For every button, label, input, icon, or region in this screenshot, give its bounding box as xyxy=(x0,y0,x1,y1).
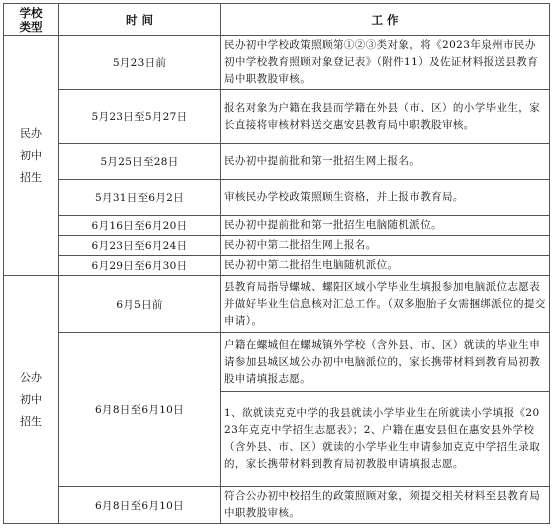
work-cell: 民办初中第二批招生电脑随机派位。 xyxy=(221,256,550,276)
header-time: 时 间 xyxy=(59,4,221,36)
time-cell: 6月23日至6月24日 xyxy=(59,236,221,256)
time-cell: 6月8日至6月10日 xyxy=(59,333,221,487)
time-cell: 5月23日前 xyxy=(59,36,221,90)
category-public-label: 公办 初中 招生 xyxy=(20,370,42,428)
table-row xyxy=(4,216,550,236)
enrollment-schedule-table xyxy=(3,3,550,524)
work-cell: 审核民办学校政策照顾生资格，并上报市教育局。 xyxy=(221,180,550,216)
table-row xyxy=(4,36,550,90)
header-row xyxy=(4,4,550,36)
time-cell: 5月25日至28日 xyxy=(59,144,221,180)
work-cell: 报名对象为户籍在我县而学籍在外县（市、区）的小学毕业生，家长直接将审核材料送交惠安县教育局中职教股审核。 xyxy=(221,90,550,144)
table-row xyxy=(4,256,550,276)
work-cell: 县教育局指导螺城、螺阳区域小学毕业生填报参加电脑派位志愿表并做好毕业生信息核对汇总工作。（双多胞胎子女需捆绑派位的提交申请）。 xyxy=(221,276,550,333)
work-cell: 1、欲就读克克中学的我县就读小学毕业生在所就读小学填报《2023年克克中学招生志愿表》；2、户籍在惠安县但在惠安县外学校（含外县、市、区）就读的小学毕业生申请参加克克中学招生录取的，家长携带材料到教育局初教股申请填报志愿。 xyxy=(221,392,550,487)
table-row xyxy=(4,180,550,216)
work-cell: 民办初中学校政策照顾第①②③类对象，将《2023年泉州市民办初中学校教育照顾对象登记表》（附件11）及佐证材料报送县教育局中职教股审核。 xyxy=(221,36,550,90)
time-cell: 6月5日前 xyxy=(59,276,221,333)
category-public xyxy=(4,276,59,524)
table-row xyxy=(4,144,550,180)
header-school-type: 学校 类型 xyxy=(4,4,59,36)
table-row xyxy=(4,487,550,524)
work-cell: 民办初中提前批和第一批招生电脑随机派位。 xyxy=(221,216,550,236)
table-row xyxy=(4,90,550,144)
category-private-label: 民办 初中 招生 xyxy=(20,126,42,184)
time-cell: 6月29日至6月30日 xyxy=(59,256,221,276)
header-work: 工 作 xyxy=(221,4,550,36)
work-cell: 民办初中第二批招生网上报名。 xyxy=(221,236,550,256)
category-private xyxy=(4,36,59,276)
work-cell: 民办初中提前批和第一批招生网上报名。 xyxy=(221,144,550,180)
time-cell: 5月23日至5月27日 xyxy=(59,90,221,144)
work-cell: 户籍在螺城但在螺城镇外学校（含外县、市、区）就读的毕业生申请参加县城区域公办初中电脑派位的，家长携带材料到教育局初教股申请填报志愿。 xyxy=(221,333,550,392)
table-row xyxy=(4,236,550,256)
table-row xyxy=(4,276,550,333)
time-cell: 6月8日至6月10日 xyxy=(59,487,221,524)
work-cell: 符合公办初中校招生的政策照顾对象，须提交相关材料至县教育局中职教股审核。 xyxy=(221,487,550,524)
time-cell: 5月31日至6月2日 xyxy=(59,180,221,216)
table-row xyxy=(4,333,550,392)
time-cell: 6月16日至6月20日 xyxy=(59,216,221,236)
